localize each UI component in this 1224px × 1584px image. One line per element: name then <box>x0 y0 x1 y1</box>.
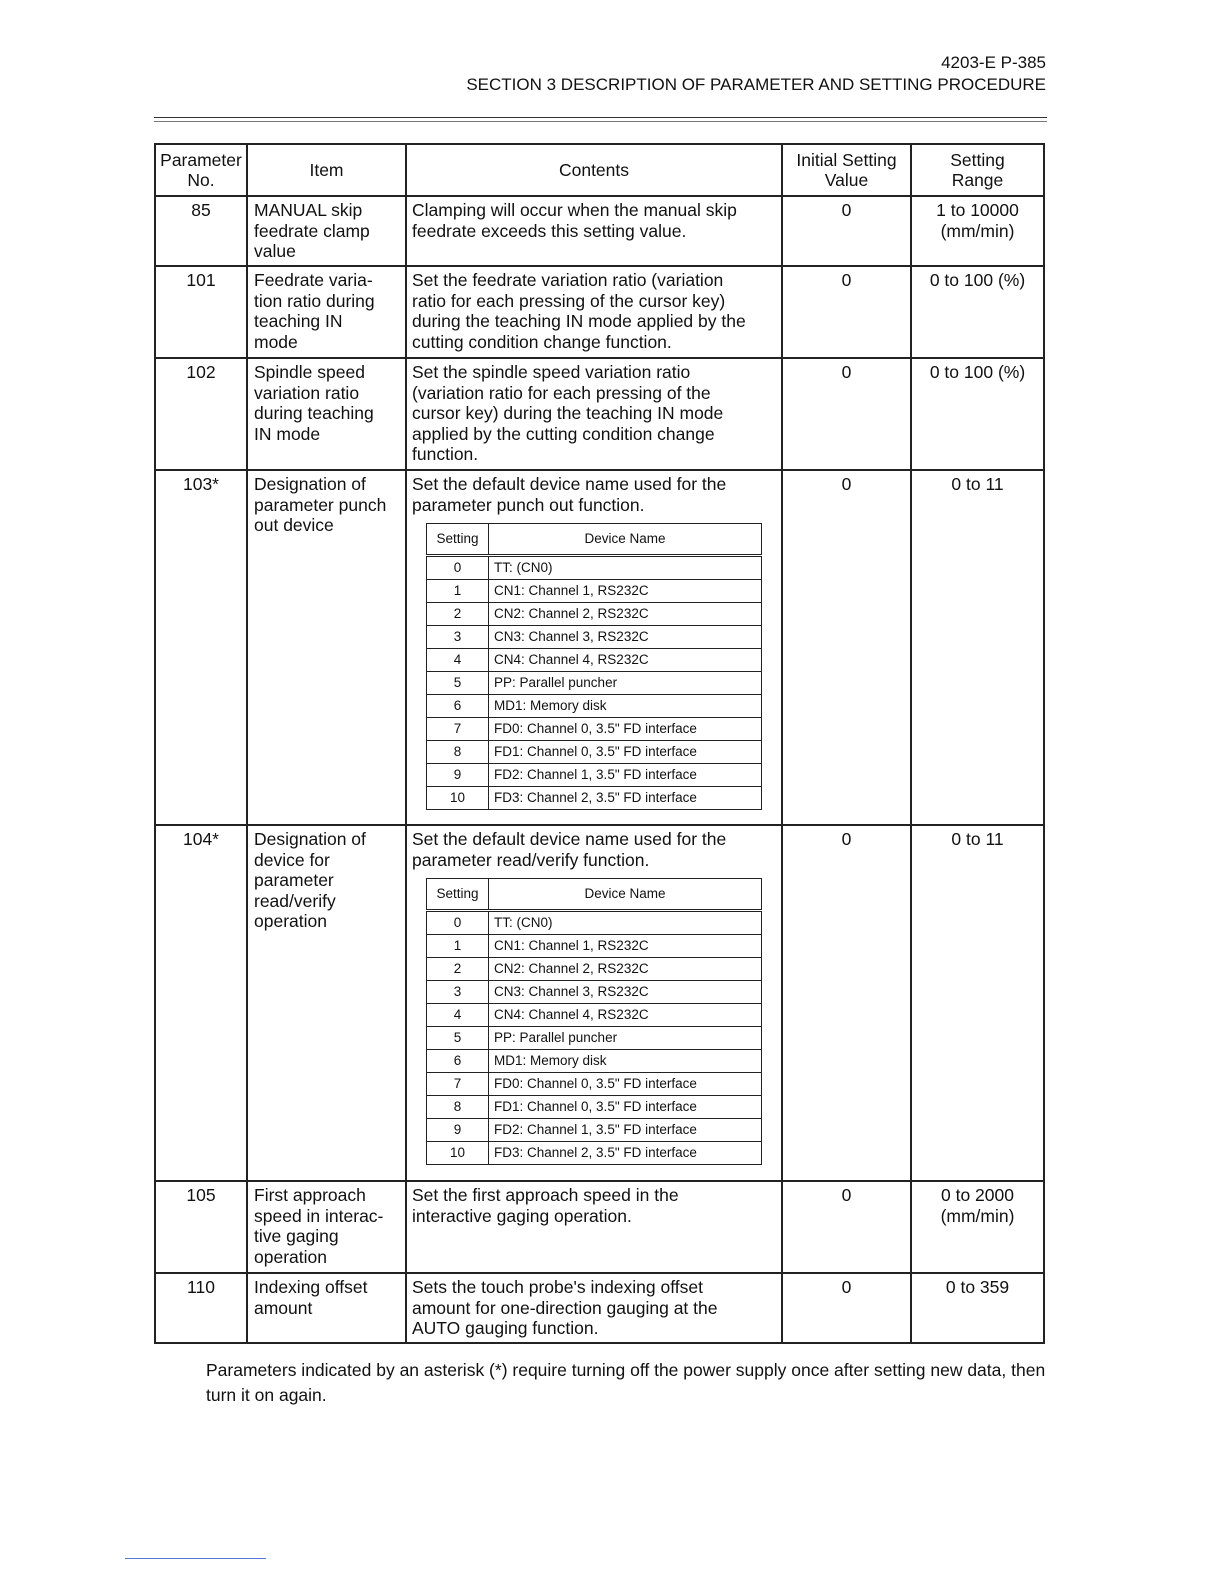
device-setting: 6 <box>427 1050 489 1073</box>
device-name: CN4: Channel 4, RS232C <box>489 649 762 672</box>
asterisk-footnote: Parameters indicated by an asterisk (*) require turning off the power supply once after setting new data, then turn it on again. <box>206 1360 1046 1405</box>
device-table-header <box>427 879 762 911</box>
device-name: FD1: Channel 0, 3.5" FD interface <box>489 741 762 764</box>
device-setting: 8 <box>427 1096 489 1119</box>
device-name: MD1: Memory disk <box>489 695 762 718</box>
param-contents: Set the default device name used for the parameter read/verify function. Setting Device Name 0 TT: (CN0) 1 CN1: Channel 1, RS232C 2 CN2: Channel 2, RS232C 3 CN3: Channel 3, RS232C 4 CN4: Channel 4, RS232C 5 PP: Parallel puncher 6 MD1: Memory disk 7 FD0: Channel 0, 3.5" FD interface 8 FD1: Channel 0, 3.5" FD interface 9 FD2: Channel 1, 3.5" FD interface 10 FD3: Channel 2, 3.5" FD interface <box>406 825 782 1181</box>
device-row <box>427 787 762 810</box>
device-row <box>427 603 762 626</box>
param-number: 103* <box>155 470 247 825</box>
param-item: Feedrate varia- tion ratio during teaching IN mode <box>247 266 406 358</box>
table-row <box>155 266 1044 358</box>
header-device-name: Device Name <box>489 524 762 556</box>
device-row <box>427 935 762 958</box>
param-number: 105 <box>155 1181 247 1273</box>
header-initial-setting: Initial Setting Value <box>782 144 911 196</box>
param-initial: 0 <box>782 1181 911 1273</box>
device-name: CN4: Channel 4, RS232C <box>489 1004 762 1027</box>
device-row <box>427 1004 762 1027</box>
device-setting: 10 <box>427 1142 489 1165</box>
device-row <box>427 764 762 787</box>
device-setting: 3 <box>427 626 489 649</box>
device-row <box>427 1073 762 1096</box>
device-name: TT: (CN0) <box>489 911 762 935</box>
device-row <box>427 1142 762 1165</box>
header-parameter-no: Parameter No. <box>155 144 247 196</box>
param-range: 0 to 11 <box>911 470 1044 825</box>
device-row <box>427 556 762 580</box>
device-row <box>427 626 762 649</box>
device-setting: 7 <box>427 1073 489 1096</box>
header-setting-range: Setting Range <box>911 144 1044 196</box>
param-contents: Sets the touch probe's indexing offset amount for one-direction gauging at the AUTO gauging function. <box>406 1273 782 1343</box>
param-item: Designation of device for parameter read/verify operation <box>247 825 406 1181</box>
footer-rule <box>125 1558 266 1559</box>
param-range: 0 to 11 <box>911 825 1044 1181</box>
table-row <box>155 1181 1044 1273</box>
param-range: 0 to 2000 (mm/min) <box>911 1181 1044 1273</box>
device-name: FD1: Channel 0, 3.5" FD interface <box>489 1096 762 1119</box>
device-name: FD0: Channel 0, 3.5" FD interface <box>489 718 762 741</box>
device-setting: 1 <box>427 580 489 603</box>
param-contents: Set the spindle speed variation ratio (variation ratio for each pressing of the cursor key) during the teaching IN mode applied by the cutting condition change function. <box>406 358 782 470</box>
page-header <box>466 52 1046 96</box>
device-name: PP: Parallel puncher <box>489 1027 762 1050</box>
device-row <box>427 695 762 718</box>
param-range: 0 to 100 (%) <box>911 358 1044 470</box>
device-setting: 6 <box>427 695 489 718</box>
device-name: CN3: Channel 3, RS232C <box>489 626 762 649</box>
device-name: TT: (CN0) <box>489 556 762 580</box>
table-row <box>155 1273 1044 1343</box>
table-row <box>155 470 1044 825</box>
device-setting: 0 <box>427 911 489 935</box>
device-row <box>427 1027 762 1050</box>
param-contents: Clamping will occur when the manual skip feedrate exceeds this setting value. <box>406 196 782 266</box>
device-row <box>427 1050 762 1073</box>
param-number: 85 <box>155 196 247 266</box>
param-range: 1 to 10000 (mm/min) <box>911 196 1044 266</box>
device-row <box>427 649 762 672</box>
device-setting: 1 <box>427 935 489 958</box>
device-setting: 2 <box>427 958 489 981</box>
parameter-table-header <box>155 144 1044 196</box>
device-name: CN2: Channel 2, RS232C <box>489 958 762 981</box>
device-row <box>427 672 762 695</box>
device-name: FD2: Channel 1, 3.5" FD interface <box>489 1119 762 1142</box>
device-row <box>427 1119 762 1142</box>
device-name: CN2: Channel 2, RS232C <box>489 603 762 626</box>
device-setting: 5 <box>427 672 489 695</box>
param-item: Spindle speed variation ratio during teaching IN mode <box>247 358 406 470</box>
device-setting: 9 <box>427 764 489 787</box>
device-setting: 3 <box>427 981 489 1004</box>
header-item: Item <box>247 144 406 196</box>
device-setting: 8 <box>427 741 489 764</box>
param-item: Designation of parameter punch out device <box>247 470 406 825</box>
device-row <box>427 580 762 603</box>
device-row <box>427 981 762 1004</box>
section-title: SECTION 3 DESCRIPTION OF PARAMETER AND SETTING PROCEDURE <box>466 75 1046 94</box>
device-setting: 2 <box>427 603 489 626</box>
device-row <box>427 718 762 741</box>
device-name: MD1: Memory disk <box>489 1050 762 1073</box>
table-row <box>155 196 1044 266</box>
parameter-table <box>154 143 1045 1344</box>
device-setting: 5 <box>427 1027 489 1050</box>
header-setting: Setting <box>427 524 489 556</box>
param-number: 104* <box>155 825 247 1181</box>
header-rule-thin <box>154 121 1047 122</box>
device-name: FD2: Channel 1, 3.5" FD interface <box>489 764 762 787</box>
device-row <box>427 741 762 764</box>
param-number: 102 <box>155 358 247 470</box>
header-setting: Setting <box>427 879 489 911</box>
param-initial: 0 <box>782 825 911 1181</box>
param-item: MANUAL skip feedrate clamp value <box>247 196 406 266</box>
param-number: 110 <box>155 1273 247 1343</box>
device-row <box>427 958 762 981</box>
table-row <box>155 825 1044 1181</box>
header-contents: Contents <box>406 144 782 196</box>
param-range: 0 to 359 <box>911 1273 1044 1343</box>
device-setting: 9 <box>427 1119 489 1142</box>
param-initial: 0 <box>782 196 911 266</box>
device-name: PP: Parallel puncher <box>489 672 762 695</box>
param-initial: 0 <box>782 266 911 358</box>
device-row <box>427 911 762 935</box>
param-initial: 0 <box>782 358 911 470</box>
param-item: Indexing offset amount <box>247 1273 406 1343</box>
device-name-table <box>426 523 762 810</box>
param-item: First approach speed in interac- tive gaging operation <box>247 1181 406 1273</box>
device-name: FD3: Channel 2, 3.5" FD interface <box>489 1142 762 1165</box>
device-setting: 4 <box>427 1004 489 1027</box>
device-row <box>427 1096 762 1119</box>
header-rule <box>154 117 1047 118</box>
device-name: FD3: Channel 2, 3.5" FD interface <box>489 787 762 810</box>
device-setting: 0 <box>427 556 489 580</box>
table-row <box>155 358 1044 470</box>
device-name: CN1: Channel 1, RS232C <box>489 580 762 603</box>
device-name: CN1: Channel 1, RS232C <box>489 935 762 958</box>
param-contents: Set the feedrate variation ratio (variation ratio for each pressing of the cursor key) during the teaching IN mode applied by the cutting condition change function. <box>406 266 782 358</box>
device-setting: 10 <box>427 787 489 810</box>
device-setting: 7 <box>427 718 489 741</box>
doc-reference: 4203-E P-385 <box>941 53 1046 72</box>
param-initial: 0 <box>782 1273 911 1343</box>
param-contents: Set the first approach speed in the interactive gaging operation. <box>406 1181 782 1273</box>
param-range: 0 to 100 (%) <box>911 266 1044 358</box>
device-name: CN3: Channel 3, RS232C <box>489 981 762 1004</box>
device-setting: 4 <box>427 649 489 672</box>
header-device-name: Device Name <box>489 879 762 911</box>
device-name-table <box>426 878 762 1165</box>
device-name: FD0: Channel 0, 3.5" FD interface <box>489 1073 762 1096</box>
param-contents: Set the default device name used for the parameter punch out function. Setting Device Name 0 TT: (CN0) 1 CN1: Channel 1, RS232C 2 CN2: Channel 2, RS232C 3 CN3: Channel 3, RS232C 4 CN4: Channel 4, RS232C 5 PP: Parallel puncher 6 MD1: Memory disk 7 FD0: Channel 0, 3.5" FD interface 8 FD1: Channel 0, 3.5" FD interface 9 FD2: Channel 1, 3.5" FD interface 10 FD3: Channel 2, 3.5" FD interface <box>406 470 782 825</box>
device-table-header <box>427 524 762 556</box>
param-number: 101 <box>155 266 247 358</box>
param-initial: 0 <box>782 470 911 825</box>
